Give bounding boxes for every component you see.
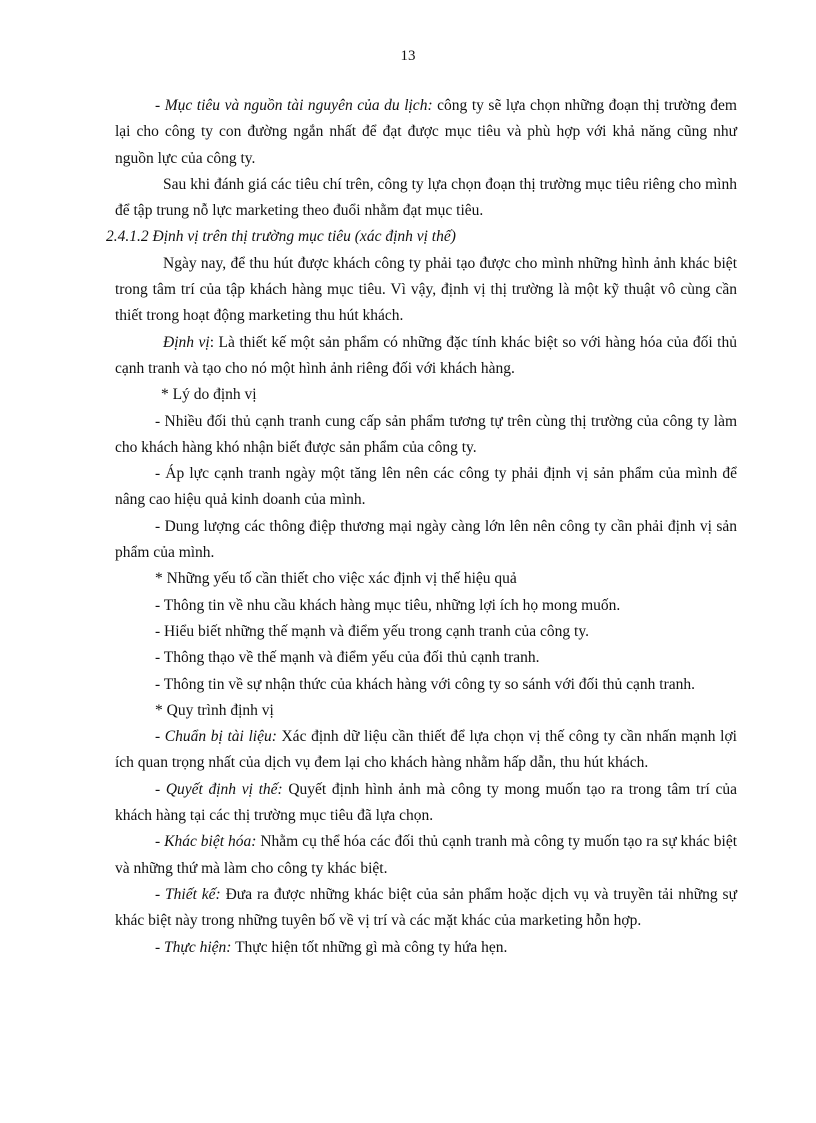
list-item — [115, 935, 737, 961]
paragraph-text: Nhằm cụ thể hóa các đối thủ cạnh tranh mà công ty muốn tạo ra sự khác biệt và những thứ mà làm cho công ty khác biệt. — [115, 833, 738, 877]
paragraph-text: Thực hiện tốt những gì mà công ty hứa hẹn. — [231, 938, 508, 956]
section-heading: 2.4.1.2 Định vị trên thị trường mục tiêu (xác định vị thế) — [106, 228, 456, 246]
paragraph-text: : Là thiết kế một sản phẩm có những đặc tính khác biệt so với hàng hóa của đối thủ cạnh tranh và tạo cho nó một hình ảnh riêng đối với khách hàng. — [115, 333, 737, 377]
list-item — [115, 777, 737, 830]
paragraph-italic-term: Thiết kế: — [165, 885, 221, 903]
paragraph-text: Xác định dữ liệu cần thiết để lựa chọn vị thế công ty cần nhấn mạnh lợi ích quan trọng nhất của dịch vụ đem lại cho khách hàng nhằm hấp dẫn, thu hút khách. — [115, 728, 737, 772]
paragraph-target-selection: Sau khi đánh giá các tiêu chí trên, công ty lựa chọn đoạn thị trường mục tiêu riêng cho mình để tập trung nỗ lực marketing theo đuổi nhằm đạt mục tiêu. — [115, 175, 737, 220]
paragraph-lead: - — [155, 885, 166, 903]
paragraph-lead: - — [155, 780, 166, 798]
list-item: - Nhiều đối thủ cạnh tranh cung cấp sản phẩm tương tự trên cùng thị trường của công ty làm cho khách hàng khó nhận biết được sản phẩm của công ty. — [115, 412, 737, 456]
list-item — [115, 829, 737, 882]
paragraph-text: công ty sẽ lựa chọn những đoạn thị trường đem lại cho công ty con đường ngắn nhất để đạt được mục tiêu và phù hợp với khả năng cũng như nguồn lực của công ty. — [115, 97, 737, 167]
paragraph-lead: - — [155, 938, 165, 956]
paragraph-italic-term: Chuẩn bị tài liệu: — [164, 728, 277, 746]
document-body — [106, 93, 738, 961]
paragraph-tourism-objectives — [115, 93, 737, 172]
paragraph-lead: - — [155, 728, 165, 746]
list-item: - Thông tin về nhu cầu khách hàng mục tiêu, những lợi ích họ mong muốn. — [155, 596, 621, 614]
list-item: - Dung lượng các thông điệp thương mại ngày càng lớn lên nên công ty cần phải định vị sản phẩm của mình. — [115, 517, 737, 562]
paragraph-positioning-definition — [115, 330, 737, 383]
list-item: - Thông thạo về thế mạnh và điểm yếu của đối thủ cạnh tranh. — [155, 649, 540, 667]
paragraph-italic-term: Khác biệt hóa: — [164, 833, 257, 851]
paragraph-italic-term: Mục tiêu và nguồn tài nguyên của du lịch: — [164, 97, 433, 114]
paragraph-text: Đưa ra được những khác biệt của sản phẩm hoặc dịch vụ và truyền tải những sự khác biệt này trong những tuyên bố về vị trí và các mặt khác của marketing hỗn hợp. — [115, 885, 737, 930]
list-item — [115, 724, 737, 777]
paragraph-lead: - — [155, 833, 165, 851]
list-item: - Hiểu biết những thế mạnh và điểm yếu trong cạnh tranh của công ty. — [155, 622, 589, 640]
paragraph-italic-term: Thực hiện: — [164, 938, 232, 956]
paragraph-italic-term: Định vị — [163, 333, 210, 351]
page-number: 13 — [400, 48, 416, 64]
paragraph-process-heading: * Quy trình định vị — [155, 701, 274, 719]
paragraph-reasons-heading: * Lý do định vị — [161, 386, 257, 404]
paragraph-factors-heading: * Những yếu tố cần thiết cho việc xác định vị thế hiệu quả — [155, 570, 517, 588]
paragraph-lead: - — [155, 97, 165, 114]
paragraph-text: Quyết định hình ảnh mà công ty mong muốn tạo ra trong tâm trí của khách hàng tại các thị trường mục tiêu đã lựa chọn. — [115, 780, 737, 825]
list-item: - Áp lực cạnh tranh ngày một tăng lên nên các công ty phải định vị sản phẩm của mình để nâng cao hiệu quả kinh doanh của mình. — [115, 465, 737, 509]
list-item — [115, 882, 737, 935]
paragraph-italic-term: Quyết định vị thế: — [165, 780, 283, 798]
paragraph-intro-positioning: Ngày nay, để thu hút được khách công ty phải tạo được cho mình những hình ảnh khác biệt trong tâm trí của tập khách hàng mục tiêu. Vì vậy, định vị thị trường là một kỹ thuật vô cùng cần thiết trong hoạt động marketing thu hút khách. — [115, 254, 737, 325]
list-item: - Thông tin về sự nhận thức của khách hàng với công ty so sánh với đối thủ cạnh tranh. — [155, 675, 695, 693]
